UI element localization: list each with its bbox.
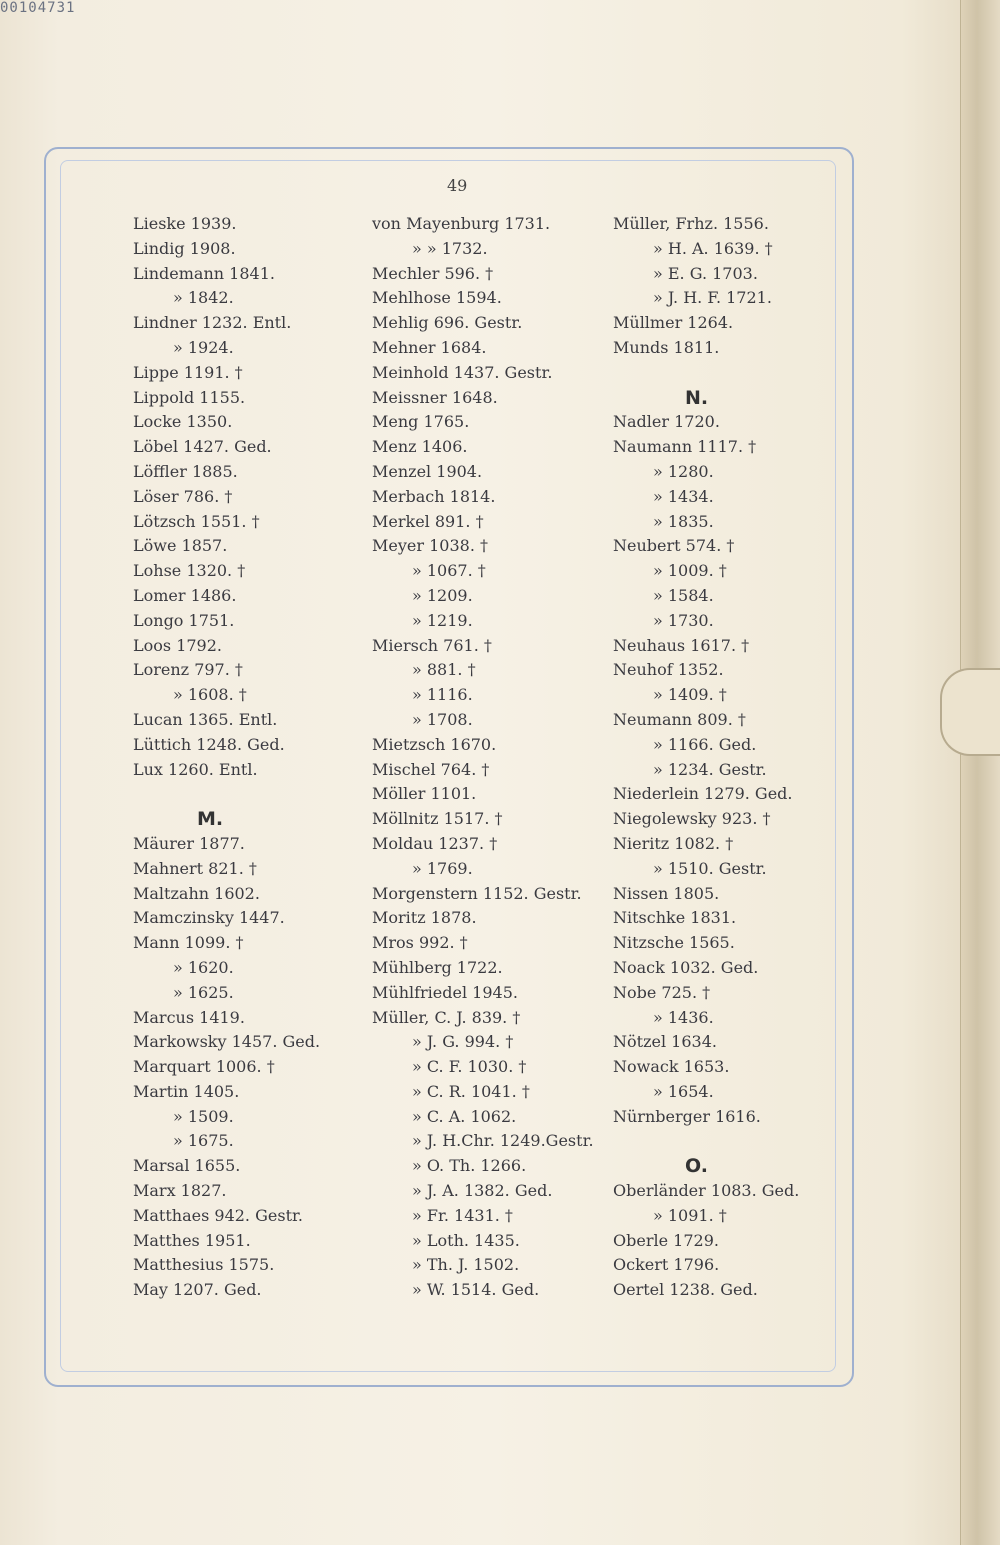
index-entry: Nobe 725. † bbox=[613, 982, 711, 1002]
spacer bbox=[133, 782, 373, 807]
index-entry: » 1067. † bbox=[412, 561, 486, 581]
index-entry: » J. H. F. 1721. bbox=[653, 288, 772, 308]
index-entry: » 1434. bbox=[653, 486, 714, 506]
index-entry: » 1219. bbox=[412, 610, 473, 630]
index-entry: » 1509. bbox=[173, 1106, 234, 1126]
index-entry: Noack 1032. Ged. bbox=[613, 957, 759, 977]
index-entry: Müller, Frhz. 1556. bbox=[613, 214, 769, 233]
index-entry: Moritz 1878. bbox=[372, 908, 477, 928]
index-entry: Mischel 764. † bbox=[372, 759, 490, 779]
index-entry: » 1675. bbox=[173, 1131, 234, 1151]
index-entry: Mros 992. † bbox=[372, 933, 468, 953]
index-entry: Niegolewsky 923. † bbox=[613, 809, 771, 829]
index-entry: » O. Th. 1266. bbox=[412, 1156, 527, 1176]
index-entry: Menz 1406. bbox=[372, 437, 468, 457]
index-entry: » J. A. 1382. Ged. bbox=[412, 1181, 553, 1201]
index-entry: Lindig 1908. bbox=[133, 238, 236, 258]
index-entry: Mühlfriedel 1945. bbox=[372, 982, 518, 1002]
index-entry: » 1769. bbox=[412, 858, 473, 878]
index-entry: Morgenstern 1152. Gestr. bbox=[372, 883, 582, 903]
index-entry: » 1436. bbox=[653, 1007, 714, 1027]
index-entry: Matthaes 942. Gestr. bbox=[133, 1205, 303, 1225]
index-entry: Mahnert 821. † bbox=[133, 858, 257, 878]
index-entry: Loos 1792. bbox=[133, 635, 222, 655]
index-entry: Marcus 1419. bbox=[133, 1007, 245, 1027]
index-entry: » 1835. bbox=[653, 511, 714, 531]
index-entry: » 1116. bbox=[412, 685, 473, 705]
index-entry: Lohse 1320. † bbox=[133, 561, 246, 581]
section-letter: O. bbox=[685, 1155, 708, 1178]
index-entry: Moldau 1237. † bbox=[372, 833, 498, 853]
index-entry: Oertel 1238. Ged. bbox=[613, 1280, 758, 1300]
index-entry: Müllmer 1264. bbox=[613, 313, 734, 333]
index-entry: » 1924. bbox=[173, 337, 234, 357]
index-entry: Meinhold 1437. Gestr. bbox=[372, 362, 553, 382]
index-entry: » » 1732. bbox=[412, 238, 488, 258]
thumb-tab bbox=[940, 668, 1000, 756]
index-entry: Neubert 574. † bbox=[613, 536, 735, 556]
index-entry: Neuhaus 1617. † bbox=[613, 635, 750, 655]
index-entry: Löbel 1427. Ged. bbox=[133, 437, 272, 457]
index-entry: » 1234. Gestr. bbox=[653, 759, 767, 779]
index-entry: Matthesius 1575. bbox=[133, 1255, 275, 1275]
index-entry: Maltzahn 1602. bbox=[133, 883, 260, 903]
index-entry: Matthes 1951. bbox=[133, 1230, 251, 1250]
spacer bbox=[613, 361, 853, 386]
index-entry: Lomer 1486. bbox=[133, 585, 237, 605]
index-entry: » 1584. bbox=[653, 585, 714, 605]
index-entry: Nitschke 1831. bbox=[613, 908, 737, 928]
index-entry: Lucan 1365. Entl. bbox=[133, 709, 278, 729]
index-entry: Meyer 1038. † bbox=[372, 536, 488, 556]
index-entry: Mietzsch 1670. bbox=[372, 734, 497, 754]
index-entry: Mechler 596. † bbox=[372, 263, 494, 283]
index-entry: » 1620. bbox=[173, 957, 234, 977]
index-entry: » 1842. bbox=[173, 288, 234, 308]
index-entry: Lötzsch 1551. † bbox=[133, 511, 260, 531]
index-entry: Marquart 1006. † bbox=[133, 1057, 275, 1077]
page-edge bbox=[960, 0, 1000, 1545]
index-column-3 bbox=[613, 212, 853, 1303]
index-entry: Marx 1827. bbox=[133, 1181, 227, 1201]
index-entry: Nissen 1805. bbox=[613, 883, 720, 903]
index-entry: Mehner 1684. bbox=[372, 337, 487, 357]
index-entry: Lorenz 797. † bbox=[133, 660, 243, 680]
index-entry: Nieritz 1082. † bbox=[613, 833, 734, 853]
spacer bbox=[613, 1129, 853, 1154]
index-entry: » J. G. 994. † bbox=[412, 1032, 514, 1052]
index-entry: Mäurer 1877. bbox=[133, 833, 245, 853]
index-entry: » 1409. † bbox=[653, 685, 727, 705]
index-entry: » H. A. 1639. † bbox=[653, 238, 773, 258]
index-entry: Nötzel 1634. bbox=[613, 1032, 717, 1052]
index-entry: Meng 1765. bbox=[372, 412, 470, 432]
index-entry: Löffler 1885. bbox=[133, 461, 238, 481]
index-entry: » 1091. † bbox=[653, 1205, 727, 1225]
index-entry: Oberle 1729. bbox=[613, 1230, 719, 1250]
page-number: 49 bbox=[447, 176, 468, 195]
index-entry: Lindemann 1841. bbox=[133, 263, 275, 283]
index-entry: Meissner 1648. bbox=[372, 387, 498, 407]
index-entry: Markowsky 1457. Ged. bbox=[133, 1032, 321, 1052]
index-entry: Nürnberger 1616. bbox=[613, 1106, 761, 1126]
index-entry: Lux 1260. Entl. bbox=[133, 759, 258, 779]
index-entry: May 1207. Ged. bbox=[133, 1280, 262, 1300]
index-entry: Mamczinsky 1447. bbox=[133, 908, 285, 928]
index-entry: Locke 1350. bbox=[133, 412, 233, 432]
index-entry: » 1654. bbox=[653, 1081, 714, 1101]
index-entry: » 1209. bbox=[412, 585, 473, 605]
section-letter: M. bbox=[197, 808, 224, 831]
index-entry: » W. 1514. Ged. bbox=[412, 1280, 540, 1300]
index-entry: Möller 1101. bbox=[372, 784, 477, 804]
index-entry: » C. F. 1030. † bbox=[412, 1057, 527, 1077]
index-entry: Nadler 1720. bbox=[613, 412, 720, 432]
index-entry: Neumann 809. † bbox=[613, 709, 746, 729]
index-entry: von Mayenburg 1731. bbox=[372, 214, 551, 233]
index-entry: Lippold 1155. bbox=[133, 387, 246, 407]
index-column-2 bbox=[372, 212, 612, 1303]
index-entry: Löwe 1857. bbox=[133, 536, 228, 556]
index-entry: Niederlein 1279. Ged. bbox=[613, 784, 793, 804]
index-entry: Mühlberg 1722. bbox=[372, 957, 503, 977]
index-entry: Lindner 1232. Entl. bbox=[133, 313, 292, 333]
index-entry: » Loth. 1435. bbox=[412, 1230, 520, 1250]
section-letter: N. bbox=[685, 386, 709, 409]
index-entry: » 1608. † bbox=[173, 685, 247, 705]
index-entry: » J. H.Chr. 1249.Gestr. bbox=[412, 1131, 594, 1151]
index-entry: Möllnitz 1517. † bbox=[372, 809, 503, 829]
index-column-1 bbox=[133, 212, 373, 1303]
index-entry: » 1730. bbox=[653, 610, 714, 630]
index-entry: » 1166. Ged. bbox=[653, 734, 757, 754]
index-entry: Naumann 1117. † bbox=[613, 437, 757, 457]
index-entry: » C. A. 1062. bbox=[412, 1106, 517, 1126]
index-entry: » E. G. 1703. bbox=[653, 263, 758, 283]
index-entry: Löser 786. † bbox=[133, 486, 233, 506]
index-entry: » 881. † bbox=[412, 660, 476, 680]
index-entry: Miersch 761. † bbox=[372, 635, 492, 655]
index-entry: Longo 1751. bbox=[133, 610, 235, 630]
index-entry: Mann 1099. † bbox=[133, 933, 244, 953]
index-entry: » 1510. Gestr. bbox=[653, 858, 767, 878]
index-entry: Merbach 1814. bbox=[372, 486, 496, 506]
index-entry: Ockert 1796. bbox=[613, 1255, 720, 1275]
index-entry: Lüttich 1248. Ged. bbox=[133, 734, 285, 754]
index-entry: Martin 1405. bbox=[133, 1081, 240, 1101]
index-entry: Menzel 1904. bbox=[372, 461, 483, 481]
index-entry: » Th. J. 1502. bbox=[412, 1255, 520, 1275]
index-entry: Munds 1811. bbox=[613, 337, 720, 357]
index-entry: Müller, C. J. 839. † bbox=[372, 1007, 521, 1027]
index-entry: » 1009. † bbox=[653, 561, 727, 581]
index-entry: Merkel 891. † bbox=[372, 511, 484, 531]
index-entry: » 1625. bbox=[173, 982, 234, 1002]
index-entry: Neuhof 1352. bbox=[613, 660, 724, 680]
index-entry: » C. R. 1041. † bbox=[412, 1081, 530, 1101]
index-entry: Lippe 1191. † bbox=[133, 362, 243, 382]
index-entry: » 1280. bbox=[653, 461, 714, 481]
index-entry: Lieske 1939. bbox=[133, 214, 237, 233]
index-entry: » 1708. bbox=[412, 709, 473, 729]
index-entry: Mehlig 696. Gestr. bbox=[372, 313, 523, 333]
archive-stamp: 00104731 bbox=[0, 0, 76, 16]
index-entry: Mehlhose 1594. bbox=[372, 288, 502, 308]
index-entry: » Fr. 1431. † bbox=[412, 1205, 513, 1225]
index-entry: Marsal 1655. bbox=[133, 1156, 241, 1176]
index-entry: Nowack 1653. bbox=[613, 1057, 730, 1077]
index-entry: Nitzsche 1565. bbox=[613, 933, 735, 953]
index-entry: Oberländer 1083. Ged. bbox=[613, 1181, 800, 1201]
